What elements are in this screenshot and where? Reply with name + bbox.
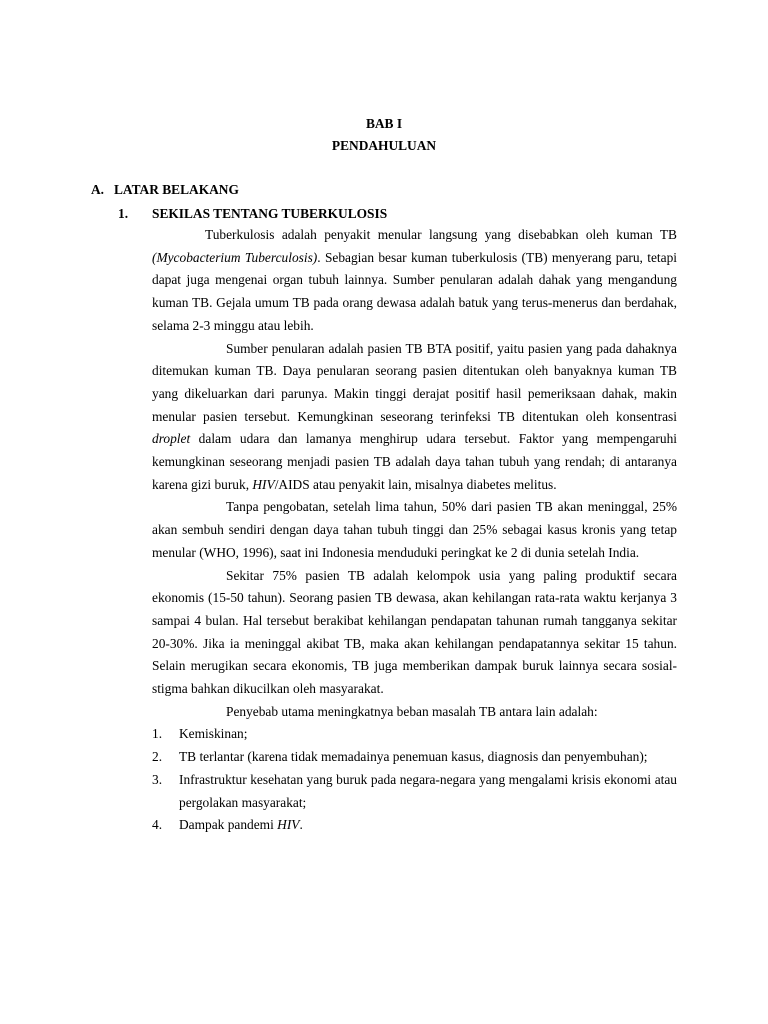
- list-item: 3. Infrastruktur kesehatan yang buruk pada negara-negara yang mengalami krisis ekonomi atau pergolakan masyarakat;: [152, 769, 677, 814]
- paragraph-1: Tuberkulosis adalah penyakit menular langsung yang disebabkan oleh kuman TB (Mycobacterium Tuberculosis). Sebagian besar kuman tuberkulosis (TB) menyerang paru, tetapi dapat juga mengenai organ tubuh lainnya. Sumber penularan adalah dahak yang mengandung kuman TB. Gejala umum TB pada orang dewasa adalah batuk yang terus-menerus dan berdahak, selama 2-3 minggu atau lebih.: [152, 227, 677, 333]
- chapter-title: PENDAHULUAN: [331, 138, 437, 153]
- list-number: 3.: [152, 771, 163, 787]
- cause-list: [152, 723, 677, 837]
- emphasis-text: droplet: [152, 431, 191, 447]
- paragraph-5: Penyebab utama meningkatnya beban masalah TB antara lain adalah:: [226, 703, 598, 719]
- subsection-number: 1.: [118, 206, 129, 221]
- list-item: 2. TB terlantar (karena tidak memadainya penemuan kasus, diagnosis dan penyembuhan);: [152, 746, 677, 769]
- section-heading: [91, 182, 239, 198]
- chapter-label: BAB I: [365, 116, 403, 131]
- list-number: 4.: [152, 817, 163, 833]
- paragraph-4: Sekitar 75% pasien TB adalah kelompok usia yang paling produktif secara ekonomis (15-50 tahun). Seorang pasien TB dewasa, akan kehilangan rata-rata waktu kerjanya 3 sampai 4 bulan. Hal tersebut berakibat kehilangan pendapatan tahunan rumah tangganya sekitar 20-30%. Jika ia meninggal akibat TB, maka akan kehilangan pendapatannya sekitar 15 tahun. Selain merugikan secara ekonomis, TB juga memberikan dampak buruk lainnya secara sosial-stigma bahkan dikucilkan oleh masyarakat.: [152, 567, 677, 697]
- paragraph-3: Tanpa pengobatan, setelah lima tahun, 50% dari pasien TB akan meninggal, 25% akan sembuh sendiri dengan daya tahan tubuh tinggi dan 25% sebagai kasus kronis yang tetap menular (WHO, 1996), saat ini Indonesia menduduki peringkat ke 2 di dunia setelah India.: [152, 499, 677, 560]
- section-number: A.: [91, 182, 105, 197]
- list-item: 4. Dampak pandemi HIV.: [152, 814, 677, 837]
- list-number: 2.: [152, 749, 163, 765]
- subsection-heading: [118, 206, 387, 222]
- subsection-title: SEKILAS TENTANG TUBERKULOSIS: [152, 206, 388, 221]
- paragraph-2: Sumber penularan adalah pasien TB BTA positif, yaitu pasien yang pada dahaknya ditemukan kuman TB. Daya penularan seorang pasien ditentukan oleh banyaknya kuman TB yang dikeluarkan dari parunya. Makin tinggi derajat positif hasil pemeriksaan dahak, makin menular pasien tersebut. Kemungkinan seseorang terinfeksi TB ditentukan oleh konsentrasi droplet dalam udara dan lamanya menghirup udara tersebut. Faktor yang mempengaruhi kemungkinan seseorang menjadi pasien TB adalah daya tahan tubuh yang rendah; di antaranya karena gizi buruk, HIV/AIDS atau penyakit lain, misalnya diabetes melitus.: [152, 340, 677, 492]
- list-item: 1. Kemiskinan;: [152, 723, 677, 746]
- list-number: 1.: [152, 726, 163, 742]
- emphasis-text: (Mycobacterium Tuberculosis): [152, 249, 318, 265]
- emphasis-text: HIV: [277, 817, 300, 833]
- body-text: [152, 224, 677, 837]
- emphasis-text: HIV: [252, 476, 275, 492]
- section-title: LATAR BELAKANG: [114, 182, 239, 197]
